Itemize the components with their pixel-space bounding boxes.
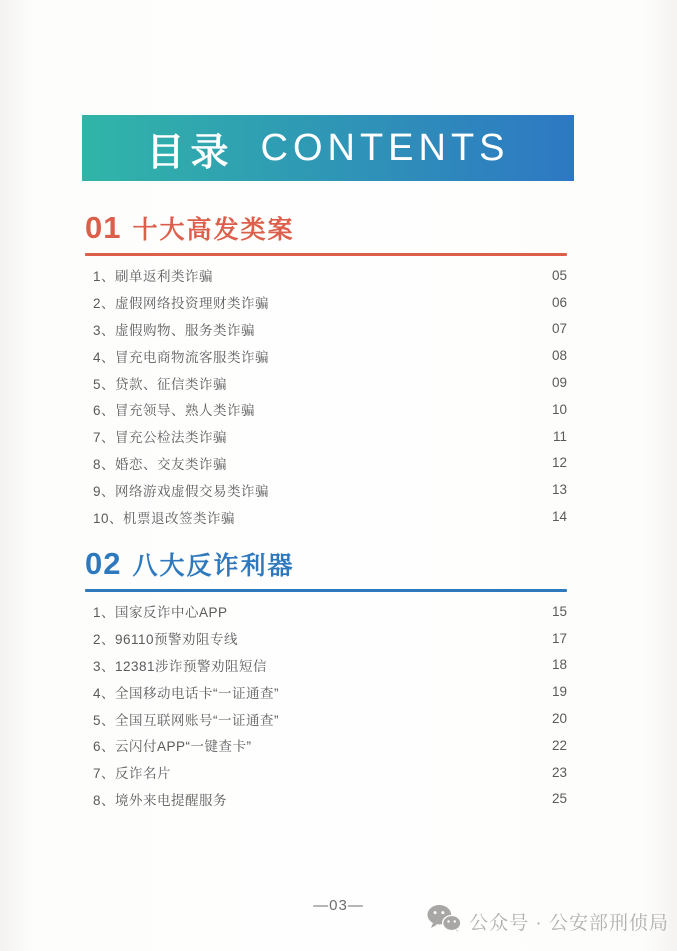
- section-divider: [85, 253, 567, 256]
- toc-item-label: 5、贷款、征信类诈骗: [93, 376, 228, 392]
- toc-item: [93, 450, 567, 477]
- toc-item-label: 2、虚假网络投资理财类诈骗: [93, 296, 270, 312]
- toc-item-label: 6、云闪付APP“一键查卡”: [93, 739, 252, 755]
- section-top-cases: [85, 210, 567, 530]
- toc-item-page: 23: [551, 764, 567, 780]
- section-title: 十大高发类案: [132, 215, 295, 244]
- section-number: 02: [85, 546, 122, 581]
- banner-title-zh: 目录: [146, 131, 235, 174]
- toc-item-label: 7、冒充公检法类诈骗: [93, 430, 228, 446]
- toc-item-page: 15: [551, 603, 567, 619]
- toc-item: [93, 652, 567, 679]
- toc-item: [93, 262, 567, 289]
- section-number: 01: [85, 210, 122, 245]
- watermark-text: 公众号 · 公安部刑侦局: [469, 913, 669, 934]
- toc-item: [93, 369, 567, 396]
- toc-item-page: 13: [551, 482, 567, 498]
- section-anti-fraud-tools: [85, 546, 567, 812]
- toc-item-page: 19: [551, 684, 567, 700]
- section-divider: [85, 589, 567, 592]
- toc-item-page: 10: [551, 401, 567, 417]
- toc-item: [93, 678, 567, 705]
- section-top-cases-list: [85, 262, 567, 530]
- toc-item-label: 8、境外来电提醒服务: [93, 792, 228, 808]
- toc-item-page: 14: [551, 509, 567, 525]
- toc-item-label: 2、96110预警劝阻专线: [93, 632, 239, 648]
- toc-item-label: 8、婚恋、交友类诈骗: [93, 456, 228, 472]
- toc-item: [93, 598, 567, 625]
- toc-item-page: 18: [551, 657, 567, 673]
- page-number: —03—: [313, 897, 364, 914]
- banner-title-en: CONTENTS: [260, 126, 510, 169]
- toc-item-label: 4、冒充电商物流客服类诈骗: [93, 349, 270, 365]
- watermark: [427, 904, 669, 939]
- toc-item-label: 9、网络游戏虚假交易类诈骗: [93, 483, 270, 499]
- toc-item-page: 22: [551, 737, 567, 753]
- toc-item-label: 3、12381涉诈预警劝阻短信: [93, 658, 268, 674]
- toc-item-label: 7、反诈名片: [93, 766, 172, 782]
- toc-item: [93, 705, 567, 732]
- toc-item-label: 3、虚假购物、服务类诈骗: [93, 322, 256, 338]
- toc-item: [93, 625, 567, 652]
- toc-item-page: 11: [552, 428, 567, 444]
- toc-item-page: 20: [551, 711, 567, 727]
- toc-item-label: 5、全国互联网账号“一证通查”: [93, 712, 279, 728]
- toc-item: [93, 786, 567, 813]
- toc-item: [93, 342, 567, 369]
- toc-item-label: 1、国家反诈中心APP: [93, 605, 228, 621]
- toc-item: [93, 289, 567, 316]
- toc-item-label: 4、全国移动电话卡“一证通查”: [93, 685, 279, 701]
- section-header: [85, 546, 567, 582]
- toc-item-page: 06: [551, 294, 567, 310]
- toc-item: [93, 423, 567, 450]
- toc-item-page: 08: [551, 348, 567, 364]
- toc-item: [93, 759, 567, 786]
- section-title: 八大反诈利器: [132, 551, 295, 580]
- toc-item: [93, 503, 567, 530]
- toc-item: [93, 476, 567, 503]
- toc-item-label: 10、机票退改签类诈骗: [93, 510, 236, 526]
- toc-item: [93, 316, 567, 343]
- toc-item-label: 1、刷单返利类诈骗: [93, 269, 214, 285]
- toc-item: [93, 396, 567, 423]
- toc-item-label: 6、冒充领导、熟人类诈骗: [93, 403, 256, 419]
- section-header: [85, 210, 567, 246]
- toc-item-page: 17: [551, 630, 567, 646]
- toc-item-page: 09: [551, 375, 567, 391]
- toc-item-page: 05: [551, 267, 567, 283]
- contents-banner: [82, 115, 574, 181]
- toc-item-page: 25: [551, 791, 567, 807]
- section-anti-fraud-tools-list: [85, 598, 567, 812]
- toc-item-page: 12: [551, 455, 567, 471]
- wechat-icon: [427, 904, 461, 939]
- toc-item-page: 07: [551, 321, 567, 337]
- toc-item: [93, 732, 567, 759]
